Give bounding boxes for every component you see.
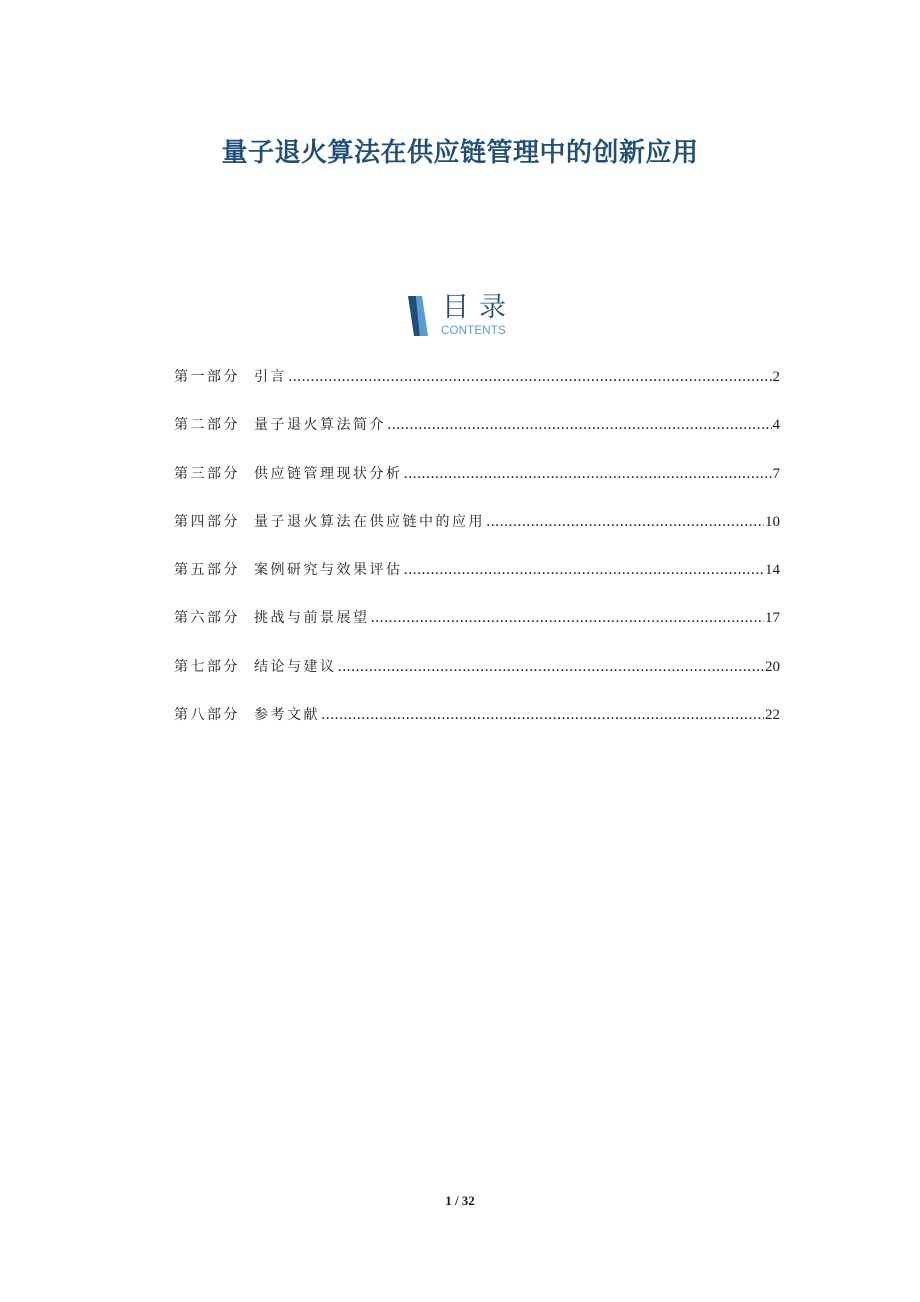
toc-logo-icon: [404, 294, 432, 338]
toc-entry-part: 第六部分: [174, 610, 240, 627]
toc-entry-leader: [486, 511, 764, 533]
toc-entry-page: 22: [765, 707, 780, 724]
toc-entry-part: 第四部分: [174, 513, 240, 530]
toc-entry-part: 第二部分: [174, 417, 240, 434]
toc-list: [174, 366, 780, 752]
toc-entry-page: 7: [772, 465, 780, 482]
toc-entry-page: 17: [765, 610, 780, 627]
toc-entry-page: 20: [765, 658, 780, 675]
toc-header: [404, 294, 524, 338]
toc-entry-page: 4: [772, 417, 780, 434]
toc-entry[interactable]: [174, 366, 780, 414]
toc-entry[interactable]: [174, 414, 780, 462]
toc-entry-part: 第一部分: [174, 369, 240, 385]
toc-entry-title: 量子退火算法在供应链中的应用: [254, 513, 485, 530]
toc-entry-part: 第五部分: [174, 562, 240, 579]
toc-entry-leader: [387, 414, 772, 436]
toc-entry[interactable]: [174, 704, 780, 752]
toc-entry-page: 14: [765, 562, 780, 579]
document-title: 量子退火算法在供应链管理中的创新应用: [221, 138, 699, 169]
toc-entry[interactable]: [174, 607, 780, 655]
toc-entry-title: 结论与建议: [254, 658, 337, 675]
toc-entry-title: 案例研究与效果评估: [254, 562, 403, 579]
toc-entry-leader: [404, 559, 765, 581]
toc-subheading: CONTENTS: [441, 325, 506, 337]
toc-entry-leader: [404, 463, 772, 485]
toc-entry-title: 挑战与前景展望: [254, 610, 370, 627]
toc-entry-leader: [338, 656, 765, 678]
toc-entry-title: 供应链管理现状分析: [254, 465, 403, 482]
toc-entry[interactable]: [174, 511, 780, 559]
toc-entry-title: 参考文献: [254, 707, 320, 724]
toc-entry-part: 第七部分: [174, 658, 240, 675]
toc-entry-title: 引言: [254, 369, 287, 385]
toc-entry-part: 第八部分: [174, 707, 240, 724]
toc-entry-leader: [288, 366, 772, 388]
toc-entry-page: 10: [765, 513, 780, 530]
toc-entry-leader: [371, 607, 765, 629]
toc-entry[interactable]: [174, 559, 780, 607]
toc-entry-title: 量子退火算法简介: [254, 417, 386, 434]
toc-entry[interactable]: [174, 656, 780, 704]
toc-entry-page: 2: [772, 369, 780, 385]
page-number: 1 / 32: [445, 1193, 475, 1208]
toc-heading: 目录: [442, 292, 516, 323]
toc-entry-leader: [321, 704, 764, 726]
toc-entry[interactable]: [174, 463, 780, 511]
toc-entry-part: 第三部分: [174, 465, 240, 482]
